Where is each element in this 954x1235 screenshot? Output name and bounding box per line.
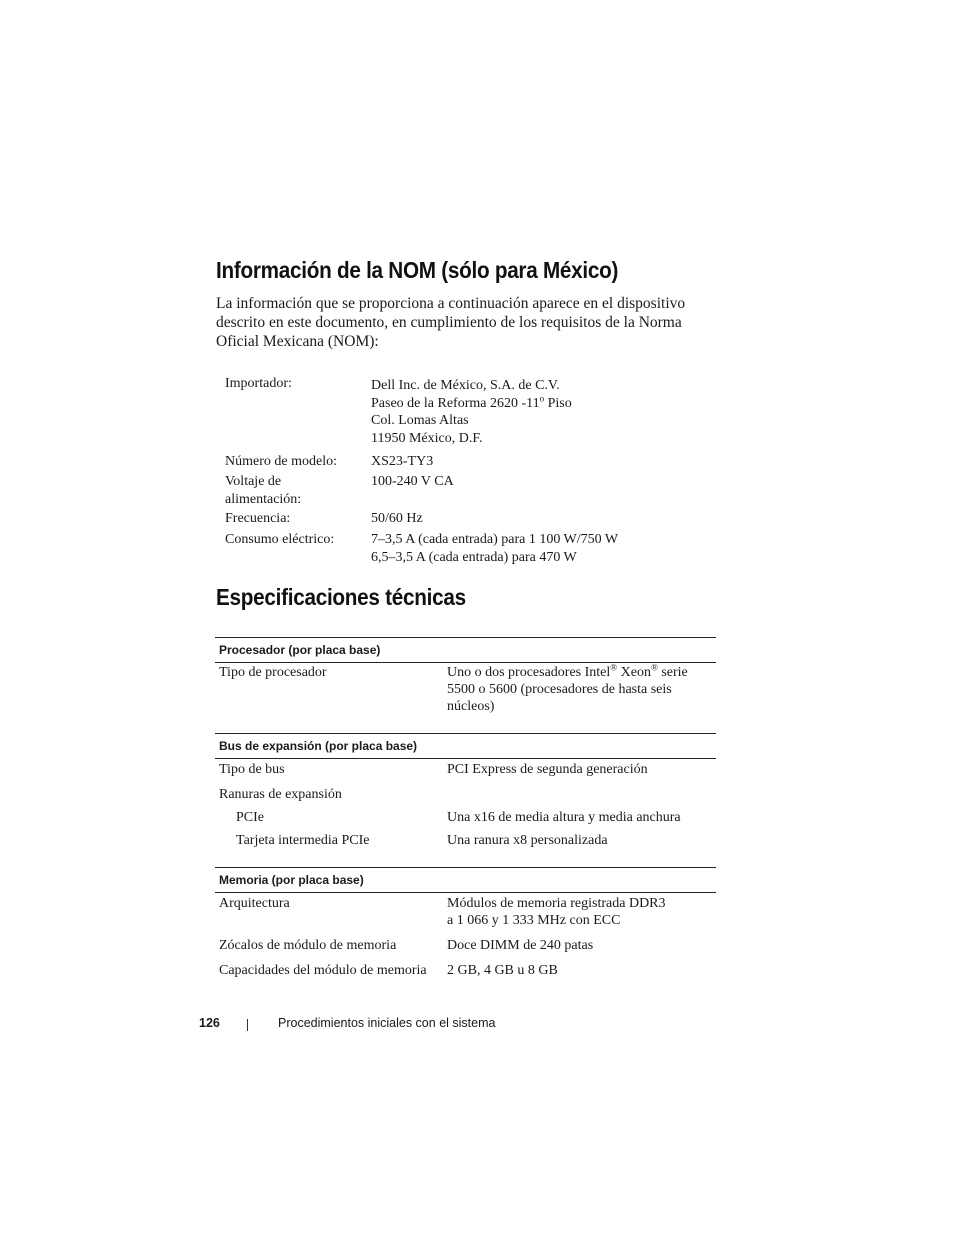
spec-value-zocalos: Doce DIMM de 240 patas [447,938,594,953]
spec-processor-block [215,637,716,714]
spec-label-arquitectura: Arquitectura [219,896,290,911]
spec-arq-line-1: Módulos de memoria registrada DDR3 [447,896,666,911]
spec-expansion-header-text: Bus de expansión (por placa base) [219,739,418,753]
spec-label-capacidades: Capacidades del módulo de memoria [219,963,427,978]
spec-proc-reg-1: ® [610,662,618,673]
footer-title: Procedimientos iniciales con el sistema [278,1016,496,1030]
spec-proc-value-d: 5500 o 5600 (procesadores de hasta seis núcleos) [447,682,672,714]
nom-importador-line-2-tail: Piso [544,395,572,411]
nom-label-importador: Importador: [225,376,292,391]
nom-value-consumo [371,531,671,566]
spec-value-capacidades: 2 GB, 4 GB u 8 GB [447,963,558,978]
spec-expansion-header [215,733,716,759]
nom-importador-sup: o [539,392,545,403]
nom-intro-paragraph: La información que se proporciona a continuación aparece en el dispositivo descrito en este documento, en cumplimiento de los requisitos de la Norma Oficial Mexicana (NOM): [216,295,686,350]
nom-consumo-line-1: 7–3,5 A (cada entrada) para 1 100 W/750 W [371,532,619,547]
nom-label-voltaje: Voltaje de alimentación: [225,474,302,507]
spec-section-title: Especificaciones técnicas [216,584,466,610]
nom-value-voltaje: 100-240 V CA [371,474,454,489]
spec-expansion-block [215,733,716,848]
spec-proc-value-a: Uno o dos procesadores Intel [447,665,611,680]
spec-label-zocalos: Zócalos de módulo de memoria [219,938,397,953]
spec-label-tipo-procesador: Tipo de procesador [219,665,327,680]
spec-value-tipo-procesador [447,664,712,715]
spec-processor-header-text: Procesador (por placa base) [219,643,381,657]
spec-memory-header [215,867,716,893]
spec-proc-value-c: serie [657,665,688,680]
spec-proc-value-b: Xeon [617,665,651,680]
nom-section-title: Información de la NOM (sólo para México) [216,257,619,283]
footer-divider [247,1019,248,1031]
spec-label-pcie: PCIe [236,810,264,825]
spec-value-tipo-bus: PCI Express de segunda generación [447,762,648,777]
spec-value-pcie: Una x16 de media altura y media anchura [447,810,681,825]
spec-memory-header-text: Memoria (por placa base) [219,873,364,887]
nom-label-consumo: Consumo eléctrico: [225,532,335,547]
spec-label-tipo-bus: Tipo de bus [219,762,285,777]
spec-proc-reg-2: ® [650,662,658,673]
spec-label-ranuras: Ranuras de expansión [219,787,342,802]
nom-label-modelo: Número de modelo: [225,454,337,469]
nom-consumo-line-2: 6,5–3,5 A (cada entrada) para 470 W [371,549,577,565]
spec-value-arquitectura [447,895,712,929]
nom-value-importador [371,377,691,447]
spec-arq-line-2: a 1 066 y 1 333 MHz con ECC [447,913,621,928]
nom-importador-line-3: Col. Lomas Altas [371,413,469,428]
spec-value-tarjeta: Una ranura x8 personalizada [447,833,608,848]
nom-importador-line-2 [371,392,691,413]
spec-processor-header [215,637,716,663]
nom-value-frecuencia: 50/60 Hz [371,511,423,526]
nom-value-modelo: XS23-TY3 [371,454,434,469]
nom-importador-line-2-text: Paseo de la Reforma 2620 -11 [371,395,540,411]
spec-memory-block [215,867,716,978]
nom-label-frecuencia: Frecuencia: [225,511,291,526]
page-number: 126 [199,1016,220,1030]
nom-importador-line-4: 11950 México, D.F. [371,430,483,446]
spec-label-tarjeta: Tarjeta intermedia PCIe [236,833,370,848]
nom-importador-line-1: Dell Inc. de México, S.A. de C.V. [371,378,560,393]
